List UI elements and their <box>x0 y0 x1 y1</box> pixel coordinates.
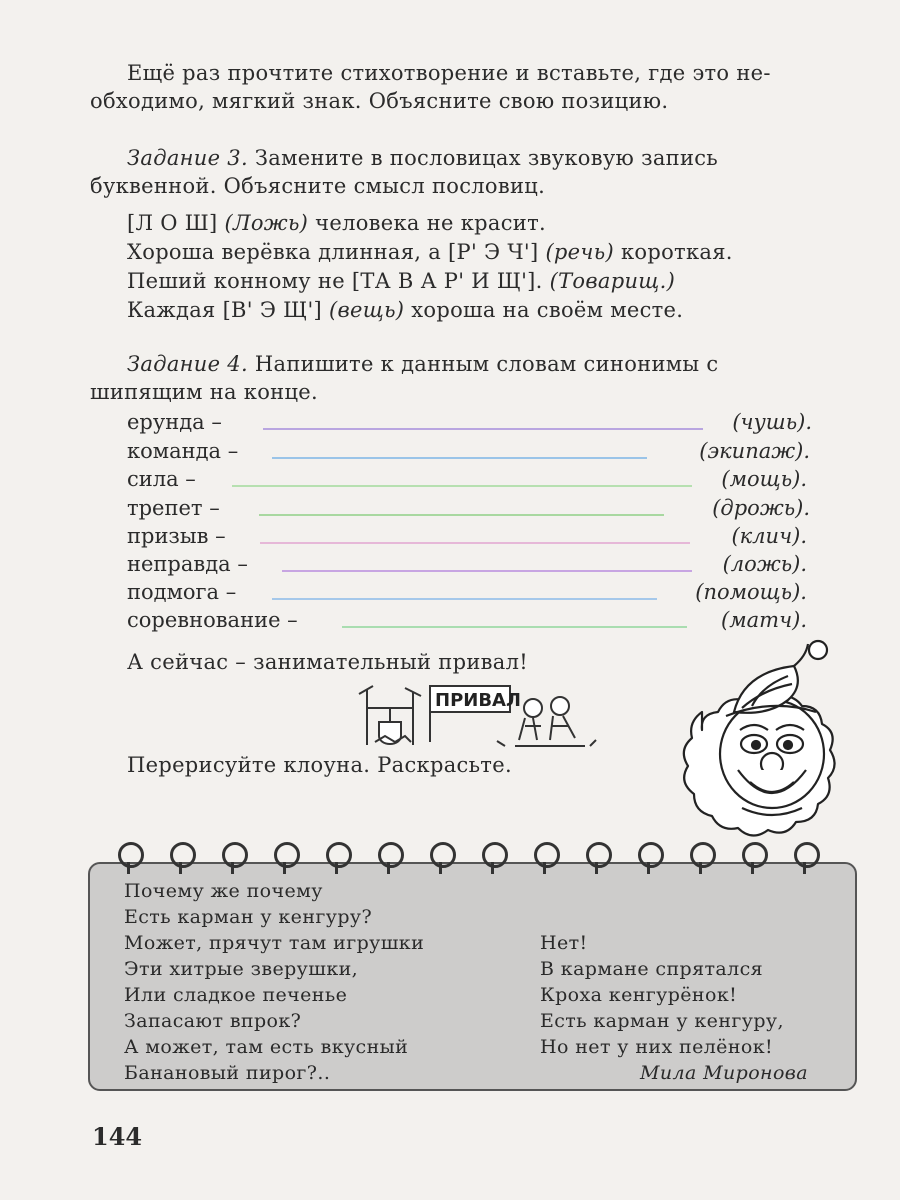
ring-icon <box>534 842 560 868</box>
poem-line: Есть карман у кенгуру, <box>540 1010 784 1032</box>
answer-line[interactable] <box>342 626 687 628</box>
ring-icon <box>586 842 612 868</box>
poem-line: Эти хитрые зверушки, <box>124 958 359 980</box>
task3-heading <box>127 143 718 173</box>
page-number: 144 <box>92 1122 143 1151</box>
intro-line-1: Ещё раз прочтите стихотворение и вставьте, где это не- <box>127 61 771 85</box>
rest-sign-text: ПРИВАЛ <box>435 690 521 711</box>
clown-illustration <box>682 632 862 842</box>
proverb-text: [Л О Ш] <box>127 211 225 235</box>
draw-task: Перерисуйте клоуна. Раскрасьте. <box>127 753 512 777</box>
task4-label: Задание 4. <box>127 352 248 376</box>
task4-instruction: Напишите к данным словам синонимы с <box>247 352 719 376</box>
poem-line: Но нет у них пелёнок! <box>540 1036 774 1058</box>
proverb-text: Пеший конному не [ТА В А Р' И Щ']. <box>127 269 550 293</box>
proverb-2 <box>127 237 733 267</box>
poem-line: Есть карман у кенгуру? <box>124 906 373 928</box>
synonym-row <box>127 436 810 466</box>
synonym-row <box>127 407 812 437</box>
synonym-word: трепет – <box>127 496 220 520</box>
task4-heading <box>127 349 718 379</box>
answer-line[interactable] <box>232 485 692 487</box>
ring-icon <box>378 842 404 868</box>
poem-line: Кроха кенгурёнок! <box>540 984 738 1006</box>
answer-line[interactable] <box>259 514 664 516</box>
synonym-word: ерунда – <box>127 410 222 434</box>
synonym-row <box>127 521 807 551</box>
ring-icon <box>326 842 352 868</box>
ring-icon <box>794 842 820 868</box>
poem-line: В кармане спрятался <box>540 958 764 980</box>
synonym-answer: (помощь). <box>695 580 807 604</box>
proverb-answer: (Ложь) <box>224 211 309 235</box>
ring-icon <box>638 842 664 868</box>
synonym-answer: (чушь). <box>732 410 812 434</box>
ring-icon <box>690 842 716 868</box>
synonym-answer: (мощь). <box>721 467 807 491</box>
answer-line[interactable] <box>272 598 657 600</box>
proverb-3 <box>127 266 675 296</box>
intro-line-2: обходимо, мягкий знак. Объясните свою позицию. <box>90 89 669 113</box>
proverb-1 <box>127 208 546 238</box>
poem-line: Или сладкое печенье <box>124 984 348 1006</box>
rest-sign-illustration <box>355 680 615 755</box>
poem-line: А может, там есть вкусный <box>124 1036 409 1058</box>
synonym-row <box>127 577 807 607</box>
proverb-text: Каждая [В' Э Щ'] <box>127 298 329 322</box>
ring-icon <box>430 842 456 868</box>
synonym-word: подмога – <box>127 580 237 604</box>
rest-line: А сейчас – занимательный привал! <box>127 650 528 674</box>
synonym-answer: (экипаж). <box>699 439 810 463</box>
poem-line: Нет! <box>540 932 588 954</box>
poem-line: Может, прячут там игрушки <box>124 932 425 954</box>
proverb-text: хороша на своём месте. <box>404 298 684 322</box>
proverb-answer: (вещь) <box>329 298 405 322</box>
synonym-row <box>127 549 807 579</box>
synonym-word: призыв – <box>127 524 226 548</box>
proverb-4 <box>127 295 683 325</box>
proverb-text: Хороша верёвка длинная, а [Р' Э Ч'] <box>127 240 546 264</box>
task3-instruction: Замените в пословицах звуковую запись <box>247 146 719 170</box>
synonym-answer: (клич). <box>731 524 807 548</box>
synonym-row <box>127 605 807 635</box>
synonym-row <box>127 464 807 494</box>
answer-line[interactable] <box>260 542 690 544</box>
synonym-answer: (ложь). <box>722 552 807 576</box>
ring-icon <box>274 842 300 868</box>
ring-icon <box>170 842 196 868</box>
synonym-word: соревнование – <box>127 608 298 632</box>
answer-line[interactable] <box>282 570 692 572</box>
ring-icon <box>222 842 248 868</box>
proverb-answer: (Товарищ.) <box>549 269 676 293</box>
poem-author: Мила Миронова <box>640 1062 808 1084</box>
ring-icon <box>118 842 144 868</box>
synonym-word: сила – <box>127 467 196 491</box>
proverb-answer: (речь) <box>545 240 614 264</box>
poem-line: Почему же почему <box>124 880 323 902</box>
ring-icon <box>742 842 768 868</box>
poem-line: Запасают впрок? <box>124 1010 302 1032</box>
answer-line[interactable] <box>263 428 703 430</box>
synonym-word: команда – <box>127 439 239 463</box>
synonym-row <box>127 493 810 523</box>
ring-icon <box>482 842 508 868</box>
task3-instruction-line2: буквенной. Объясните смысл пословиц. <box>90 174 546 198</box>
task4-instruction-line2: шипящим на конце. <box>90 380 318 404</box>
synonym-answer: (матч). <box>721 608 807 632</box>
answer-line[interactable] <box>272 457 647 459</box>
proverb-text: человека не красит. <box>308 211 546 235</box>
poem-line: Банановый пирог?.. <box>124 1062 331 1084</box>
task3-label: Задание 3. <box>127 146 248 170</box>
synonym-answer: (дрожь). <box>712 496 810 520</box>
spiral-binding <box>118 842 838 882</box>
synonym-word: неправда – <box>127 552 248 576</box>
proverb-text: короткая. <box>614 240 733 264</box>
